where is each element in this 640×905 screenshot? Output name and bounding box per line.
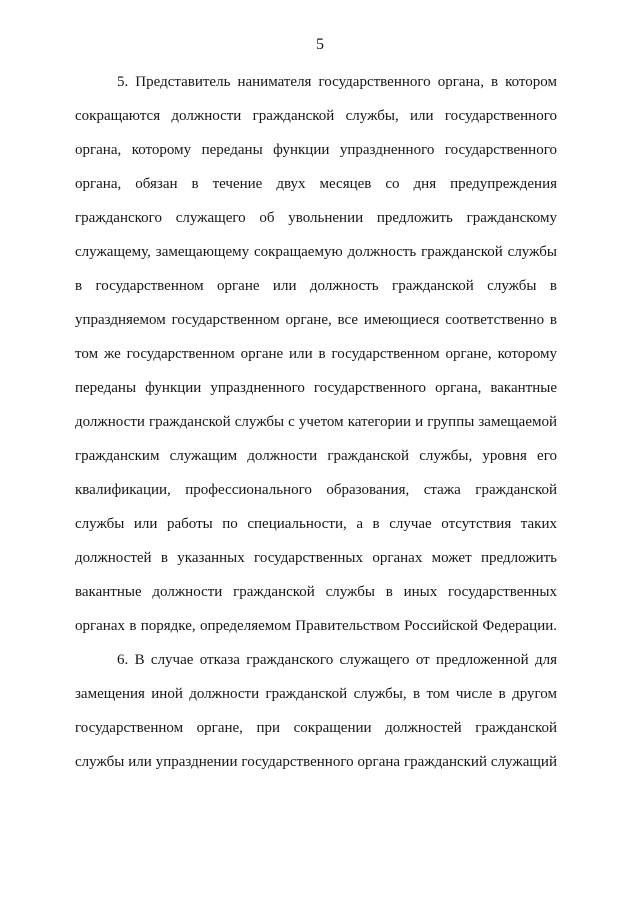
text-line: том же государственном органе или в государственном органе, которому (75, 346, 557, 362)
text-line: 5. Представитель нанимателя государственного органа, в котором (117, 74, 557, 90)
text-line: органах в порядке, определяемом Правительством Российской Федерации. (75, 618, 557, 634)
text-line: упраздняемом государственном органе, все имеющиеся соответственно в (75, 312, 557, 328)
paragraph-5 (75, 65, 557, 643)
text-line: службы или упразднении государственного органа гражданский служащий (75, 754, 557, 770)
text-line: органа, обязан в течение двух месяцев со дня предупреждения (75, 176, 557, 192)
document-body (75, 65, 557, 779)
paragraph-6 (75, 643, 557, 779)
page-number: 5 (316, 36, 324, 53)
text-line: в государственном органе или должность гражданской службы в (75, 278, 557, 294)
text-line: должностей в указанных государственных органах может предложить (75, 550, 557, 566)
text-line: замещения иной должности гражданской службы, в том числе в другом (75, 686, 557, 702)
text-line: органа, которому переданы функции упраздненного государственного (75, 142, 557, 158)
text-line: гражданским служащим должности гражданской службы, уровня его (75, 448, 557, 464)
text-line: должности гражданской службы с учетом категории и группы замещаемой (75, 414, 557, 430)
text-line: квалификации, профессионального образования, стажа гражданской (75, 482, 557, 498)
text-line: переданы функции упраздненного государственного органа, вакантные (75, 380, 557, 396)
text-line: служащему, замещающему сокращаемую должность гражданской службы (75, 244, 557, 260)
text-line: 6. В случае отказа гражданского служащего от предложенной для (117, 652, 557, 668)
text-line: гражданского служащего об увольнении предложить гражданскому (75, 210, 557, 226)
text-line: вакантные должности гражданской службы в иных государственных (75, 584, 557, 600)
text-line: государственном органе, при сокращении должностей гражданской (75, 720, 557, 736)
text-line: службы или работы по специальности, а в случае отсутствия таких (75, 516, 557, 532)
text-line: сокращаются должности гражданской службы, или государственного (75, 108, 557, 124)
